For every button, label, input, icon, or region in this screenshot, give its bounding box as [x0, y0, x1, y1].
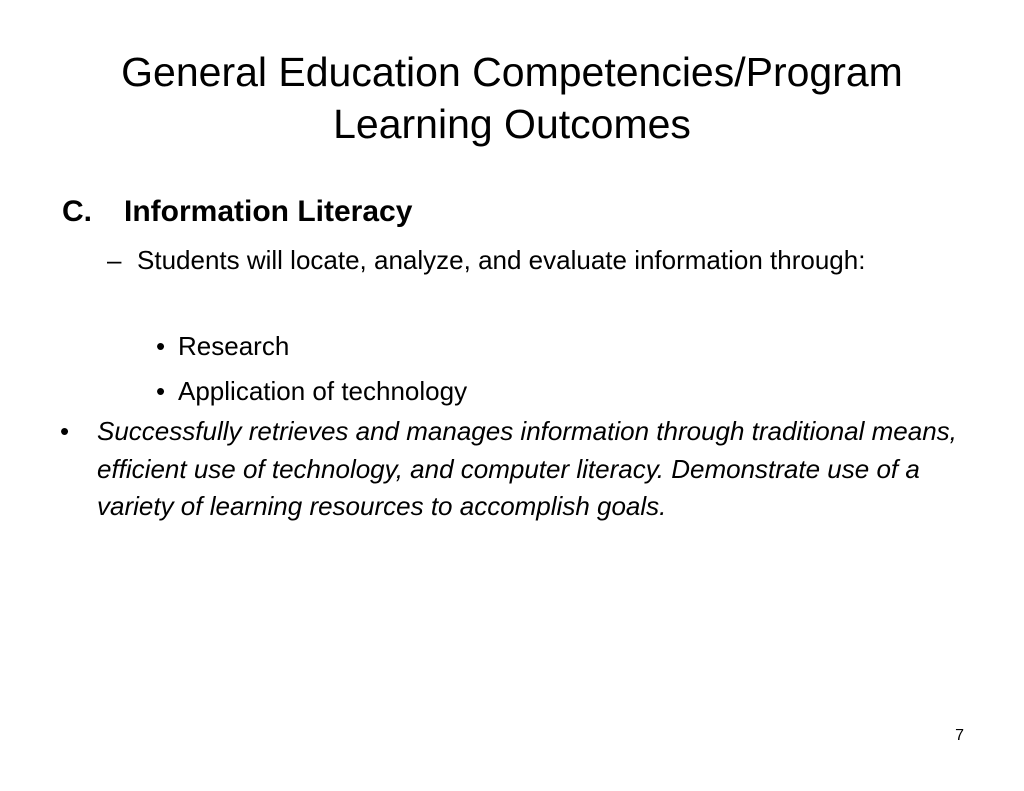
bullet-icon: •	[156, 376, 166, 406]
sub-bullet-text: Research	[178, 331, 290, 361]
bullet-icon: •	[60, 416, 70, 446]
page-number: 7	[955, 727, 964, 744]
bullet-icon: •	[156, 331, 166, 361]
section-heading	[62, 190, 412, 234]
section-heading-text: Information Literacy	[124, 195, 413, 228]
dash-item-text: Students will locate, analyze, and evaluate information through:	[137, 245, 866, 275]
sub-bullet-item	[156, 324, 467, 369]
sub-bullet-list	[156, 324, 467, 414]
dash-marker: –	[107, 245, 122, 275]
sub-bullet-item	[156, 369, 467, 414]
section-letter: C.	[62, 195, 92, 228]
main-bullet-item	[60, 413, 960, 526]
main-bullet-text: Successfully retrieves and manages information through traditional means, efficient use of technology, and computer literacy. Demonstrate use of a variety of learning resources to accomplish goals.	[97, 416, 957, 521]
slide-title: General Education Competencies/Program Learning Outcomes	[121, 49, 903, 147]
dash-list-item	[107, 242, 907, 279]
sub-bullet-text: Application of technology	[178, 376, 468, 406]
